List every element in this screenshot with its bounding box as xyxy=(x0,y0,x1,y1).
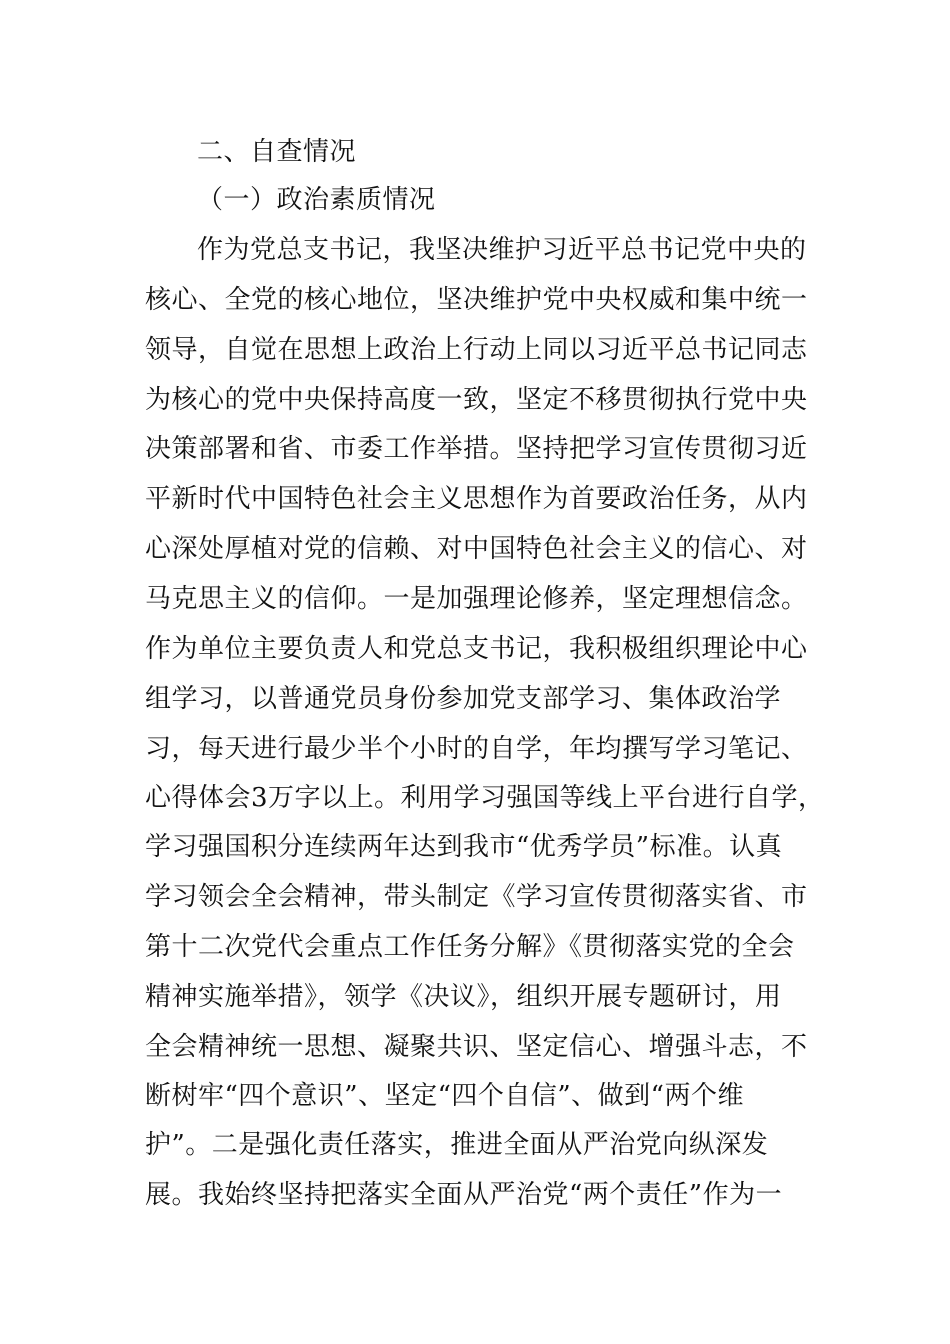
paragraph-line: 学习强国积分连续两年达到我市“优秀学员”标准。认真 xyxy=(145,832,783,862)
paragraph-line: 心深处厚植对党的信赖、对中国特色社会主义的信心、对 xyxy=(145,534,808,564)
paragraph-line: 全会精神统一思想、凝聚共识、坚定信心、增强斗志，不 xyxy=(145,1032,808,1062)
paragraph-line: 为核心的党中央保持高度一致，坚定不移贯彻执行党中央 xyxy=(145,385,808,415)
paragraph-line: 平新时代中国特色社会主义思想作为首要政治任务，从内 xyxy=(145,484,808,514)
paragraph-line: 作为单位主要负责人和党总支书记，我积极组织理论中心 xyxy=(145,634,808,664)
paragraph-line: 护”。二是强化责任落实，推进全面从严治党向纵深发 xyxy=(145,1130,769,1160)
paragraph-line: 决策部署和省、市委工作举措。坚持把学习宣传贯彻习近 xyxy=(145,434,808,464)
paragraph-line: 习，每天进行最少半个小时的自学，年均撰写学习笔记、 xyxy=(145,734,808,764)
paragraph-line: 第十二次党代会重点工作任务分解》《贯彻落实党的全会 xyxy=(145,932,795,962)
subsection-heading: （一）政治素质情况 xyxy=(197,185,436,215)
paragraph-line: 组学习，以普通党员身份参加党支部学习、集体政治学 xyxy=(145,684,782,714)
paragraph-line: 断树牢“四个意识”、坚定“四个自信”、做到“两个维 xyxy=(145,1081,744,1111)
paragraph-line: 心得体会3万字以上。利用学习强国等线上平台进行自学， xyxy=(145,783,825,813)
paragraph-line: 领导，自觉在思想上政治上行动上同以习近平总书记同志 xyxy=(145,335,808,365)
section-heading: 二、自查情况 xyxy=(197,137,357,167)
paragraph-line: 学习领会全会精神，带头制定《学习宣传贯彻落实省、市 xyxy=(145,882,808,912)
paragraph-line: 核心、全党的核心地位，坚决维护党中央权威和集中统一 xyxy=(145,285,808,315)
paragraph-line: 作为党总支书记，我坚决维护习近平总书记党中央的 xyxy=(197,235,807,265)
paragraph-line: 精神实施举措》，领学《决议》，组织开展专题研讨，用 xyxy=(145,982,782,1012)
paragraph-line: 展。我始终坚持把落实全面从严治党“两个责任”作为一 xyxy=(145,1180,783,1210)
paragraph-line: 马克思主义的信仰。一是加强理论修养，坚定理想信念。 xyxy=(145,584,808,614)
